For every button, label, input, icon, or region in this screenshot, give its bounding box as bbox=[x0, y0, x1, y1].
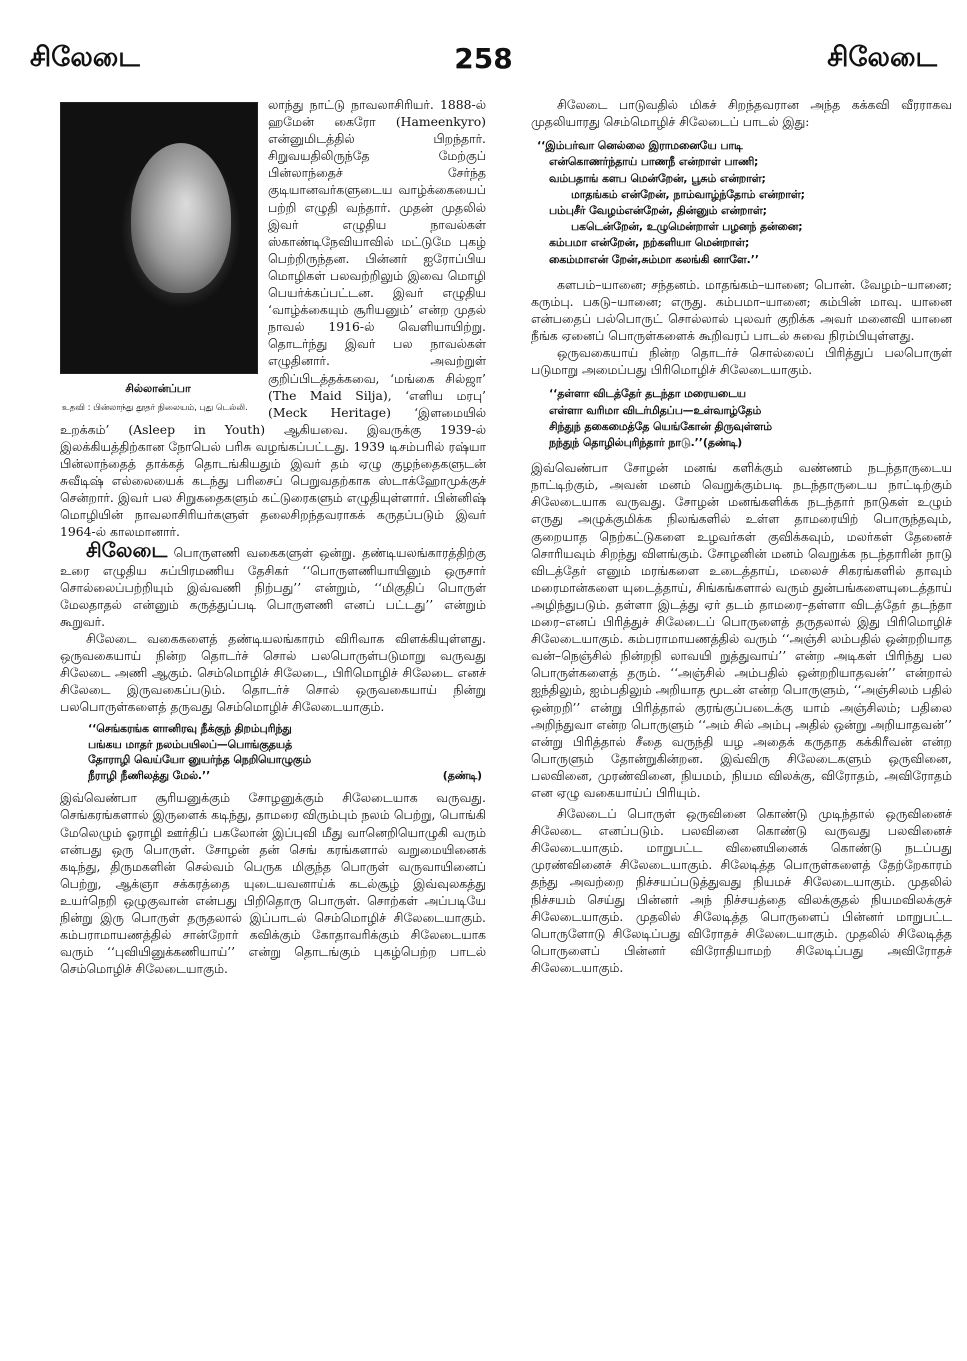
left-column bbox=[60, 96, 486, 977]
verse-line: கம்பமா என்றேன், நற்களியா மென்றாள்; bbox=[549, 236, 750, 250]
paragraph-intro: சிலேடை பாடுவதில் மிகச் சிறந்தவரான அந்த கக்கவி வீரராகவ முதலியாரது செம்மொழிச் சிலேடைப் பாடல் இது: bbox=[531, 97, 952, 130]
verse-line: பங்கய மாதர் நலம்பயிலப்—பொங்குதயத் bbox=[88, 737, 293, 751]
verse-line: ‘‘இம்பர்வா னெல்லை இராமனையே பாடி bbox=[537, 139, 743, 153]
verse-block bbox=[88, 721, 486, 783]
paragraph-analysis: இவ்வெண்பா சோழன் மனங் களிக்கும் வண்ணம் நடந்தாருடைய நாட்டிற்கும், அவன் மனம் வெறுக்கும்படி நடந்தாருடைய நாட்டிற்கும் சிலேடையாக வருவது. சோழன் மனங்களிக்க நடந்தார் நாடுகள் உழும் எருது அழுக்குமிக்க நிலங்களில் உள்ள தாமரையிற் பொருந்தவும், குறையாத நெற்கட்டுகளை உழவர்கள் குவிக்கவும், மலர்கள் தேனைச் சொரியவும் சிறந்து விளங்கும். சோழனின் மனம் வெறுக்க நடந்தாரின் நாடு விடத்தேர் எனும் மரங்களை உடைத்தாய், மலைச் சிகரங்களில் தாவும் மரைமான்களை யுடைத்தாய், சிங்கங்களால் வரும் துன்பங்களையுடைத்தாய் அழிந்துபடும். தள்ளா இடத்து ஏர் தடம் தாமரை–தள்ளா விடத்தேர் தடந்தா மரை–எனப் பிரித்துச் சிலேடைப் பொருளைத் தருதலால் இது பிரிமொழிச் சிலேடையாகும். கம்பராமாயணத்தில் வரும் ‘‘அஞ்சி லம்பதில் ஒன்றறியாத வன்–நெஞ்சில் நின்றநி லாவயி றுத்துவாய்’’ என்ற அடிகள் பிரிந்து பல பொருள்களைத் தரும். ‘‘அஞ்சில் அம்பதில் ஒன்றறியாதவன்’’ என்றால் ஐந்திலும், ஐம்பதிலும் அறியாத மூடன் என்ற பொருளும், ‘‘அஞ்சிலம் பதில் ஒன்றறி’’ என்று பிரித்தால் குரங்குப்படைக்கு யாம் அஞ்சிலம்; பதிலை அறிந்துவா என்ற பொருளும் ‘‘அம் சில் அம்பு அதில் ஒன்று அறியாதவன்’’ என்று பிரித்தால் சீதை வருந்தி யழ அதைக் கருதாத கக்கிரீவன் என்ற பொருளும் தோன்றுகின்றன. இவ்விரு சிலேடைகளும் ஒருவினை, பலவினை, முரண்வினை, நியமம், நியம விலக்கு, விரோதம், அவிரோதம் என ஏழு வகையாய்ப் பிரியும். bbox=[531, 460, 952, 800]
bio-paragraph: லாந்து நாட்டு நாவலாசிரியர். 1888-ல் ஹமேன் கைரோ (Hameenkyro) என்னுமிடத்தில் பிறந்தார். சிறுவயதிலிருந்தே மேற்குப் பின்லாந்தைச் சேர்ந்த குடியானவர்களுடைய வாழ்க்கையைப் பற்றி எழுதி வந்தார். முதன் முதலில் இவர் எழுதிய நாவல்கள் ஸ்காண்டிநேவியாவில் மட்டுமே புகழ் பெற்றிருந்தன. பின்னர் ஐரோப்பிய மொழிகள் பலவற்றிலும் இவை மொழி பெயர்க்கப்பட்டன. இவர் எழுதிய ‘வாழ்க்கையும் சூரியனும்’ என்ற முதல் நாவல் 1916-ல் வெளியாயிற்று. தொடர்ந்து இவர் பல நாவல்கள் எழுதினார். அவற்றுள் குறிப்பிடத்தக்கவை, ‘மங்கை சில்ஜா’ (The Maid Silja), ‘எளிய மரபு’ (Meck Heritage) ‘இளமையில் உறக்கம்’ (Asleep in Youth) ஆகியவை. இவருக்கு 1939-ல் இலக்கியத்திற்கான நோபெல் பரிசு வழங்கப்பட்டது. 1939 டிசம்பரில் ரஷ்யா பின்லாந்தைத் தாக்கத் தொடங்கியதும் இவர் தம் ஏழு குழந்தைகளுடன் சுவீடிஷ் எல்லையைக் கடந்து பரிசைப் பெறுவதற்காக ஸ்டாக்ஹோமுக்குச் சென்றார். இவர் பல சிறுகதைகளும் கட்டுரைகளும் எழுதியுள்ளார். பின்னிஷ் மொழியின் நாவலாசிரியர்களுள் தலைசிறந்தவராகக் கருதப்படும் இவர் 1964-ல் காலமானார். bbox=[60, 97, 486, 540]
verse-block-1 bbox=[537, 138, 952, 268]
right-column bbox=[531, 96, 952, 976]
verse-line: சிந்துந் தகைமைத்தே யெங்கோன் திருவுள்ளம் bbox=[549, 419, 772, 433]
verse-line: எள்ளா வரிமா விடர்மிதப்ப—உள்வாழ்தேம் bbox=[549, 403, 762, 417]
portrait-photo bbox=[60, 102, 258, 374]
verse-block-2 bbox=[537, 386, 952, 451]
verse-source: (தண்டி) bbox=[702, 435, 743, 449]
verse-line: தோராழி வெய்யோ னுயர்ந்த நெறியொழுகும் bbox=[88, 753, 312, 767]
verse-line: மாதங்கம் என்றேன், நாம்வாழ்ந்தோம் என்றாள்; bbox=[571, 187, 805, 201]
photo-caption: சில்லான்ப்பா bbox=[125, 382, 191, 395]
page-number: 258 bbox=[454, 42, 513, 75]
paragraph-explanation: இவ்வெண்பா சூரியனுக்கும் சோழனுக்கும் சிலேடையாக வருவது. செங்கரங்களால் இருளைக் கடிந்து, தாமரை விரும்பும் நலம் பெற்று, பொங்கி மேலெழும் ஓராழி ஊர்திப் பகலோன் இப்புவி மீது வானெறியொழுகி வரும் என்பது ஒரு பொருள். சோழன் தன் செங் கரங்களால் வறுமையினைக் கடிந்து, திருமகளின் செல்வம் பெருக மிகுந்த பொருள் வருவாயினைப் பெற்று, ஆக்ஞா சக்கரத்தை யுடையவனாய்க் கடல்சூழ் இவ்வுலகத்து உயர்நெறி ஒழுகுவான் என்பது பிறிதொரு பொருள். சொற்கள் அப்படியே நின்று இரு பொருள் தருதலால் இப்பாடல் செம்மொழிச் சிலேடையாகும். கம்பராமாயணத்தில் சான்றோர் கவிக்கும் கோதாவரிக்கும் சிலேடையாக வரும் ‘‘புவியினுக்கணியாய்’’ என்று தொடங்கும் புகழ்பெற்ற பாடல் செம்மொழிச் சிலேடையாகும். bbox=[60, 790, 486, 977]
verse-line: கைம்மாஎன் றேன்,சும்மா கலங்கி னாளே.’’ bbox=[549, 252, 759, 266]
running-head-right: சிலேடை bbox=[827, 42, 937, 73]
verse-line: பகடென்றேன், உழுமென்றாள் பழனந் தன்னை; bbox=[571, 220, 803, 234]
verse-line: என்கொணர்ந்தாய் பாணநீ என்றாள் பாணி; bbox=[549, 155, 759, 169]
verse-line: ‘‘தள்ளா விடத்தேர் தடந்தா மரையடைய bbox=[549, 387, 746, 401]
verse-line: ‘‘செங்கரங்க ளானிரவு நீக்குந் திறம்புரிந்து bbox=[88, 722, 292, 736]
paragraph-seven-types: சிலேடைப் பொருள் ஒருவினை கொண்டு முடிந்தால் ஒருவினைச் சிலேடை எனப்படும். பலவினை கொண்டு வருவது பலவினைச் சிலேடையாகும். மாறுபட்ட வினையினைக் கொண்டு நடப்பது முரண்வினைச் சிலேடையாகும். சிலேடித்த பொருள்களைத் தேற்றேகாரம் தந்து அவற்றை நிச்சயப்படுத்துவது நியமச் சிலேடையாகும். முதலில் நிச்சயம் செய்து பின்னர் அந் நிச்சயத்தை விலக்குதல் நியமவிலக்குச் சிலேடையாகும். முதலில் சிலேடித்த பொருளைப் பின்னர் மாறுபட்ட பொருளோடு சிலேடிப்பது விரோதச் சிலேடையாகும். முதலில் சிலேடித்த பொருளைப் பின்னர் விரோதியாமற் சிலேடிப்பது அவிரோதச் சிலேடையாகும். bbox=[531, 806, 952, 975]
verse-source: (தண்டி) bbox=[442, 768, 482, 782]
verse-line: நந்துந் தொழில்புரிந்தார் நாடு.’’(தண்டி) bbox=[549, 435, 743, 449]
entry-text: பொருளணி வகைகளுள் ஒன்று. தண்டியலங்காரத்திற்கு உரை எழுதிய சுப்பிரமணிய தேசிகர் ‘‘பொருளணியாயினும் ஒருசார் சொல்லைப்பற்றியும் இவ்வணி நிற்பது’’ என்றும், ‘‘மிகுதிப் பொருள் மேலதாதல் என்னும் கருத்துப்படி பொருளணி எனப் பட்டது’’ என்றும் கூறுவர். bbox=[60, 545, 486, 629]
entry-paragraph bbox=[60, 538, 486, 629]
verse-line: நீராழி நீணிலத்து மேல்.’’ (தண்டி) bbox=[88, 768, 482, 782]
running-head-left: சிலேடை bbox=[30, 42, 140, 73]
paragraph-glossary: களபம்–யானை; சந்தனம். மாதங்கம்–யானை; பொன். வேழம்–யானை; கரும்பு. பகடு–யானை; எருது. கம்பமா–யானை; கம்பின் மாவு. யானை என்பதைப் பல்பொருட் சொல்லால் புலவர் குறிக்க அவர் மனைவி யானை நீங்க ஏனைப் பொருள்களைக் கூறிவரப் பாடல் சுவை நிரம்பியுள்ளது. bbox=[531, 276, 952, 344]
paragraph-definition: ஒருவகையாய் நின்ற தொடர்ச் சொல்லைப் பிரித்துப் பலபொருள் படுமாறு அமைப்பது பிரிமொழிச் சிலேடையாகும். bbox=[531, 345, 952, 378]
verse-line: வம்பதாங் களப மென்றேன், பூசும் என்றாள்; bbox=[549, 171, 766, 185]
page-header bbox=[30, 42, 937, 92]
photo-credit: உதவி : பின்லாந்து தூதர் நிலையம், புது டெல்லி. bbox=[62, 403, 248, 414]
paragraph-types: சிலேடை வகைகளைத் தண்டியலங்காரம் விரிவாக விளக்கியுள்ளது. ஒருவகையாய் நின்ற தொடர்ச் சொல் பலபொருள்படுமாறு வருவது சிலேடை அணி ஆகும். செம்மொழிச் சிலேடை, பிரிமொழிச் சிலேடை எனச் சிலேடை இருவகைப்படும். தொடர்ச் சொல் ஒருவகையாய் நின்று பலபொருள்களைத் தருவது செம்மொழிச் சிலேடையாகும். bbox=[60, 630, 486, 715]
verse-line: பம்புசீர் வேழம்என்றேன், தின்னும் என்றாள்; bbox=[549, 204, 767, 217]
portrait-figure bbox=[60, 102, 256, 414]
entry-headword: சிலேடை bbox=[86, 538, 168, 563]
